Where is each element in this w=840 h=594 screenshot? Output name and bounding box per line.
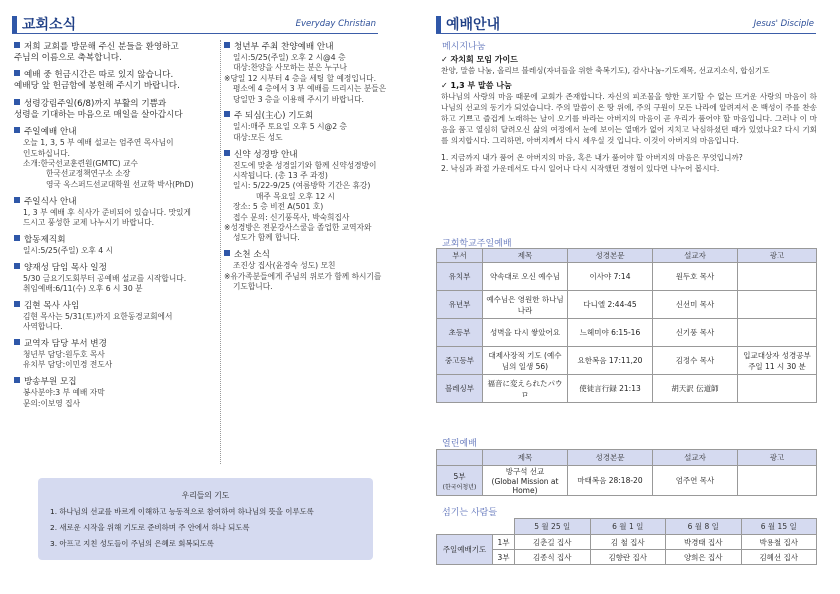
bullet-square-icon [14,197,20,203]
guide-body: 찬양, 말씀 나눔, 올리브 블레싱(자녀들을 위한 축복기도), 감사나눔-기도제목, 선교지소식, 합심기도 [441,66,770,75]
news-item [14,197,226,229]
news-item-line: 봉사분야:3 부 예배 자막 [23,388,105,398]
youth-table [436,449,817,496]
dept-label: 5부 [453,471,466,481]
bullet-square-icon [14,263,20,269]
news-item-title-text: 방송부원 모집 [24,377,77,388]
news-item [14,42,226,64]
date-header: 6 월 8 일 [666,519,742,535]
news-item-title [14,99,226,110]
news-item-title-text: 성령강림주일(6/8)까지 부활의 기쁨과 [24,98,167,109]
news-item-title [14,377,226,388]
news-item-line: 5/30 금요기도회부터 공예배 설교를 시작합니다. [23,273,187,283]
bullet-square-icon [14,377,20,383]
header-accent-bar [436,16,441,33]
text-cell: 느헤미야 6:15-16 [568,319,653,347]
blank-cell [437,519,493,535]
news-item-line: ※유가족분들에게 주님의 위로가 함께 하시기를 [224,271,382,281]
bullet-square-icon [14,99,20,105]
question-item: 2. 낙심과 좌절 가운데서도 다시 일어나 다시 시작했던 경험이 있다면 나누어 봅시다. [441,164,720,173]
news-item [224,111,424,143]
dept-cell: 블레싱부 [437,375,483,403]
message-subheader: 메시지나눔 [442,42,486,52]
name-cell: 김혜선 집사 [741,550,817,565]
table-row [437,291,817,319]
text-cell: 使徒言行録 21:13 [568,375,653,403]
part-cell: 3부 [493,550,515,565]
news-item-title-text: 주일예배 안내 [24,127,77,138]
bullet-square-icon [14,235,20,241]
notice-cell [738,466,817,496]
news-item-line: 일시:5/25(주일) 오후 2 시@4 층 [233,53,346,62]
notice-cell: 입교대상자 성경공부 주일 11 시 30 분 [738,347,817,375]
serve-subheader: 섬기는 사람들 [442,508,498,518]
news-item-title [14,42,226,53]
news-title: 교회소식 [22,17,77,33]
blank-cell [493,519,515,535]
news-header [12,12,378,34]
preacher-cell: 신선미 목사 [653,291,738,319]
preacher-cell: 원두호 목사 [653,263,738,291]
school-table [436,248,817,403]
prayer-item: 1. 하나님의 선교를 바르게 이해하고 능동적으로 참여하여 하나님의 뜻을 이루도록 [50,507,314,516]
title-sublabel: (Global Mission at Home) [491,477,559,495]
worship-title: 예배안내 [446,17,501,33]
title-cell [483,466,568,496]
news-item [224,150,424,244]
news-item-line: 한국선교정책연구소 소장 [46,169,131,179]
preacher-cell: 김정수 목사 [653,347,738,375]
news-item-title-text: 김현 목사 사임 [24,300,80,311]
name-cell: 김종식 집사 [515,550,591,565]
dept-cell: 유치부 [437,263,483,291]
table-header: 광고 [738,450,817,466]
news-item-line: 일시: 5/22-9/25 (여름방학 기간은 휴강) [233,181,371,191]
news-item [14,70,226,92]
table-header: 성경본문 [568,249,653,263]
news-item-title [14,301,226,312]
table-row [437,319,817,347]
table-header: 설교자 [653,249,738,263]
prayer-box [38,478,373,560]
news-item-line: 대상:찬양을 사모하는 분은 누구나 [233,63,347,73]
news-item-line: 영국 옥스퍼드선교대학원 선교학 박사(PhD) [46,179,194,189]
preacher-cell: 신기풍 목사 [653,319,738,347]
worship-english-title: Jesus' Disciple [753,19,814,29]
news-item-line: 주님의 이름으로 축복합니다. [14,53,122,63]
title-cell: 약속대로 오신 예수님 [483,263,568,291]
table-row [437,263,817,291]
table-header [437,450,483,466]
question-item: 1. 지금까지 내가 품어 온 아버지의 마음, 혹은 내가 품어야 할 아버지의 마음은 무엇입니까? [441,153,743,162]
news-item-title [224,42,424,53]
bullet-square-icon [224,42,230,48]
table-header: 부서 [437,249,483,263]
news-item [224,250,424,292]
news-item-line: 조진상 집사(윤경숙 성도) 모친 [233,261,336,271]
dept-cell [437,466,483,496]
news-column-right [224,42,424,299]
news-item-title [14,70,226,81]
news-item-title-text: 청년부 주최 찬양예배 안내 [234,42,334,52]
prayer-list [38,507,373,549]
bullet-square-icon [224,150,230,156]
news-item-line: 기도합니다. [233,282,273,292]
news-item-line: 청년부 담당:원두호 목사 [23,350,105,359]
table-header: 제목 [483,450,568,466]
table-header: 설교자 [653,450,738,466]
table-row [437,466,817,496]
prayer-item: 3. 아프고 지친 성도들이 주님의 은혜로 회복되도록 [50,538,214,548]
news-item-line: 대상:모든 성도 [233,132,283,142]
dept-sublabel: (한국어청년) [442,483,477,491]
news-item-line: 성도가 함께 합니다. [233,233,300,243]
school-table-body [437,263,817,403]
news-english-title: Everyday Christian [295,19,376,29]
news-item-title [14,235,226,246]
column-divider [220,40,221,464]
table-header: 성경본문 [568,450,653,466]
preacher-cell: 엄주연 목사 [653,466,738,496]
part-cell: 1부 [493,535,515,550]
news-item-line: 접수 문의: 신기풍목사, 박숙희집사 [233,212,350,222]
title-cell: 대제사장적 기도 (예수님의 일생 56) [483,347,568,375]
date-header: 5 월 25 일 [515,519,591,535]
prayer-item: 2. 새로운 시작을 위해 기도로 준비하며 주 안에서 하나 되도록 [50,522,250,532]
news-item-title-text: 저희 교회를 방문해 주신 분들을 환영하고 [24,42,179,52]
date-header: 6 월 1 일 [590,519,666,535]
news-item-title-text: 합동제직회 [24,234,66,245]
news-item-line: 오늘 1, 3, 5 부 예배 설교는 엄주연 목사님이 [23,138,174,148]
news-item-title [14,339,226,350]
news-item-title-text: 신약 성경방 안내 [234,149,298,160]
title-cell: 福音に変えられたパウロ [483,375,568,403]
news-item-line: 성령을 기대하는 마음으로 매일을 살아갑시다 [14,109,183,120]
news-item [14,377,226,409]
news-item [14,127,226,190]
worship-header [436,12,816,34]
check-icon: ✓ [441,81,451,90]
title-cell: 예수님은 영원한 하나님 나라 [483,291,568,319]
news-item-line: 매주 목요일 오후 12 시 [256,191,335,201]
serve-table [436,518,817,565]
notice-cell [738,375,817,403]
text-cell: 마태복음 28:18-20 [568,466,653,496]
news-item-line: 드시고 풍성한 교제 나누시기 바랍니다. [23,218,155,227]
notice-cell [738,319,817,347]
bullet-square-icon [14,339,20,345]
serve-group-cell: 주일예배기도 [437,535,493,565]
dept-cell: 초등부 [437,319,483,347]
title-cell: 성벽을 다시 쌓았어요 [483,319,568,347]
news-item-line: 1, 3 부 예배 후 식사가 준비되어 있습니다. 맛있게 [23,207,191,217]
name-cell: 양희은 집사 [666,550,742,565]
text-cell: 이사야 7:14 [568,263,653,291]
news-item-title-text: 양재성 담임 목사 일정 [24,262,107,273]
name-cell: 김춘길 집사 [515,535,591,550]
notice-cell [738,291,817,319]
news-item-line: 소개:한국선교훈련원(GMTC) 교수 [23,158,138,168]
news-item-line: 유치부 담당:이민경 전도사 [23,360,113,370]
news-item-line: 취임예배:6/11(수) 오후 6 시 30 분 [23,284,143,293]
table-header: 제목 [483,249,568,263]
dept-cell: 중고등부 [437,347,483,375]
news-item-title [224,250,424,261]
text-cell: 요한복음 17:11,20 [568,347,653,375]
news-item-title [224,111,424,122]
news-item-title-text: 예배 중 헌금시간은 따로 있지 않습니다. [24,70,174,81]
news-item-line: 일시:5/25(주일) 오후 4 시 [23,245,114,255]
news-item-title-text: 주일식사 안내 [24,196,77,207]
news-item [14,339,226,371]
name-cell: 박용철 집사 [741,535,817,550]
news-item-title [14,263,226,274]
prayer-title: 우리들의 기도 [181,491,230,500]
name-cell: 김향란 집사 [590,550,666,565]
date-header: 6 월 15 일 [741,519,817,535]
text-cell: 다니엘 2:44-45 [568,291,653,319]
news-item-line: 장소: 5 층 비전 A(501 호) [233,202,324,212]
news-item-line: 당일만 3 층을 이용해 주시기 바랍니다. [233,94,364,104]
news-item-line: ※성경방은 전문강사스쿨을 졸업한 교역자와 [224,223,372,233]
news-item-line: 시작됩니다. (총 13 주 과정) [233,171,328,181]
news-item-title-text: 교역자 담당 부서 변경 [24,339,107,349]
news-item-line: 문의:이보영 집사 [23,398,81,408]
table-row [437,550,817,565]
bullet-square-icon [224,111,230,117]
news-item-line: 사역합니다. [23,322,63,332]
news-item-line: 예배당 앞 헌금함에 봉헌해 주시기 바랍니다. [14,81,180,92]
dept-cell: 유년부 [437,291,483,319]
news-item-title [14,197,226,208]
news-item-line: 평소에 4 층에서 3 부 예배를 드리시는 분들은 [233,84,387,94]
table-header: 광고 [738,249,817,263]
table-row [437,375,817,403]
notice-cell [738,263,817,291]
table-row [437,347,817,375]
news-item-title [14,127,226,138]
sermon-share-title: 1,3 부 말씀 나눔 [450,81,512,90]
news-item [14,235,226,256]
sermon-share-body: 하나님의 사랑의 마음 때문에 교회가 존재합니다. 자신의 피조물을 향한 포기할 수 없는 뜨거운 사랑의 마음이 하나님의 선교의 동기가 되었습니다. 주의 말씀이 온 땅 위에, 주의 구원이 모든 나라에 알려져서 온 백성이 주를 찬송하고 기쁘고 즐겁게 노래하는 날이 오기를 바라는 아버지의 마음이 곧 우리가 품어야 할 마음입니다. 그러나 이 마음을 품고 열심히 달려오신 삶의 여정에서 눈에 보이는 열매가 없어 지치고 낙심하셨던 때가 있었나요? 다시 기회를 의지합시다. 그리하면, 아버지께서 다시 세우실 것 입니다. 이것이 아버지의 마음입니다. [441,92,817,145]
preacher-cell: 胡天訳 伝道師 [653,375,738,403]
news-item-title-text: 소천 소식 [234,250,270,261]
school-subheader: 교회학교주일예배 [442,239,512,249]
news-column-left [14,42,226,415]
youth-subheader: 열린예배 [442,439,477,449]
bullet-square-icon [14,42,20,48]
bullet-square-icon [14,70,20,76]
news-item-line: 김현 목사는 5/31(토)까지 요한동경교회에서 [23,311,173,321]
news-item [14,301,226,333]
news-item [14,99,226,121]
table-row [437,535,817,550]
bullet-square-icon [224,250,230,256]
name-cell: 박경태 집사 [666,535,742,550]
header-accent-bar [12,16,17,33]
news-item-line: 인도하십니다. [23,148,71,158]
bullet-square-icon [14,127,20,133]
message-box [441,52,817,174]
news-item [14,263,226,295]
news-item [224,42,424,105]
news-item-title [224,150,424,161]
check-icon: ✓ [441,55,451,64]
news-item-title-text: 주 되심(主心) 기도회 [234,111,314,122]
name-cell: 김 철 집사 [590,535,666,550]
news-item-line: 진도에 맞춘 성경읽기와 함께 신약성경방이 [233,160,377,170]
guide-title: 자치회 모임 가이드 [450,55,518,64]
news-item-line: 일시:매주 토요일 오후 5 시@2 층 [233,122,347,132]
bullet-square-icon [14,301,20,307]
title-label: 방구석 선교 [505,467,545,476]
news-item-line: ※당일 12 시부터 4 층을 세팅 할 예정입니다. [224,73,377,83]
